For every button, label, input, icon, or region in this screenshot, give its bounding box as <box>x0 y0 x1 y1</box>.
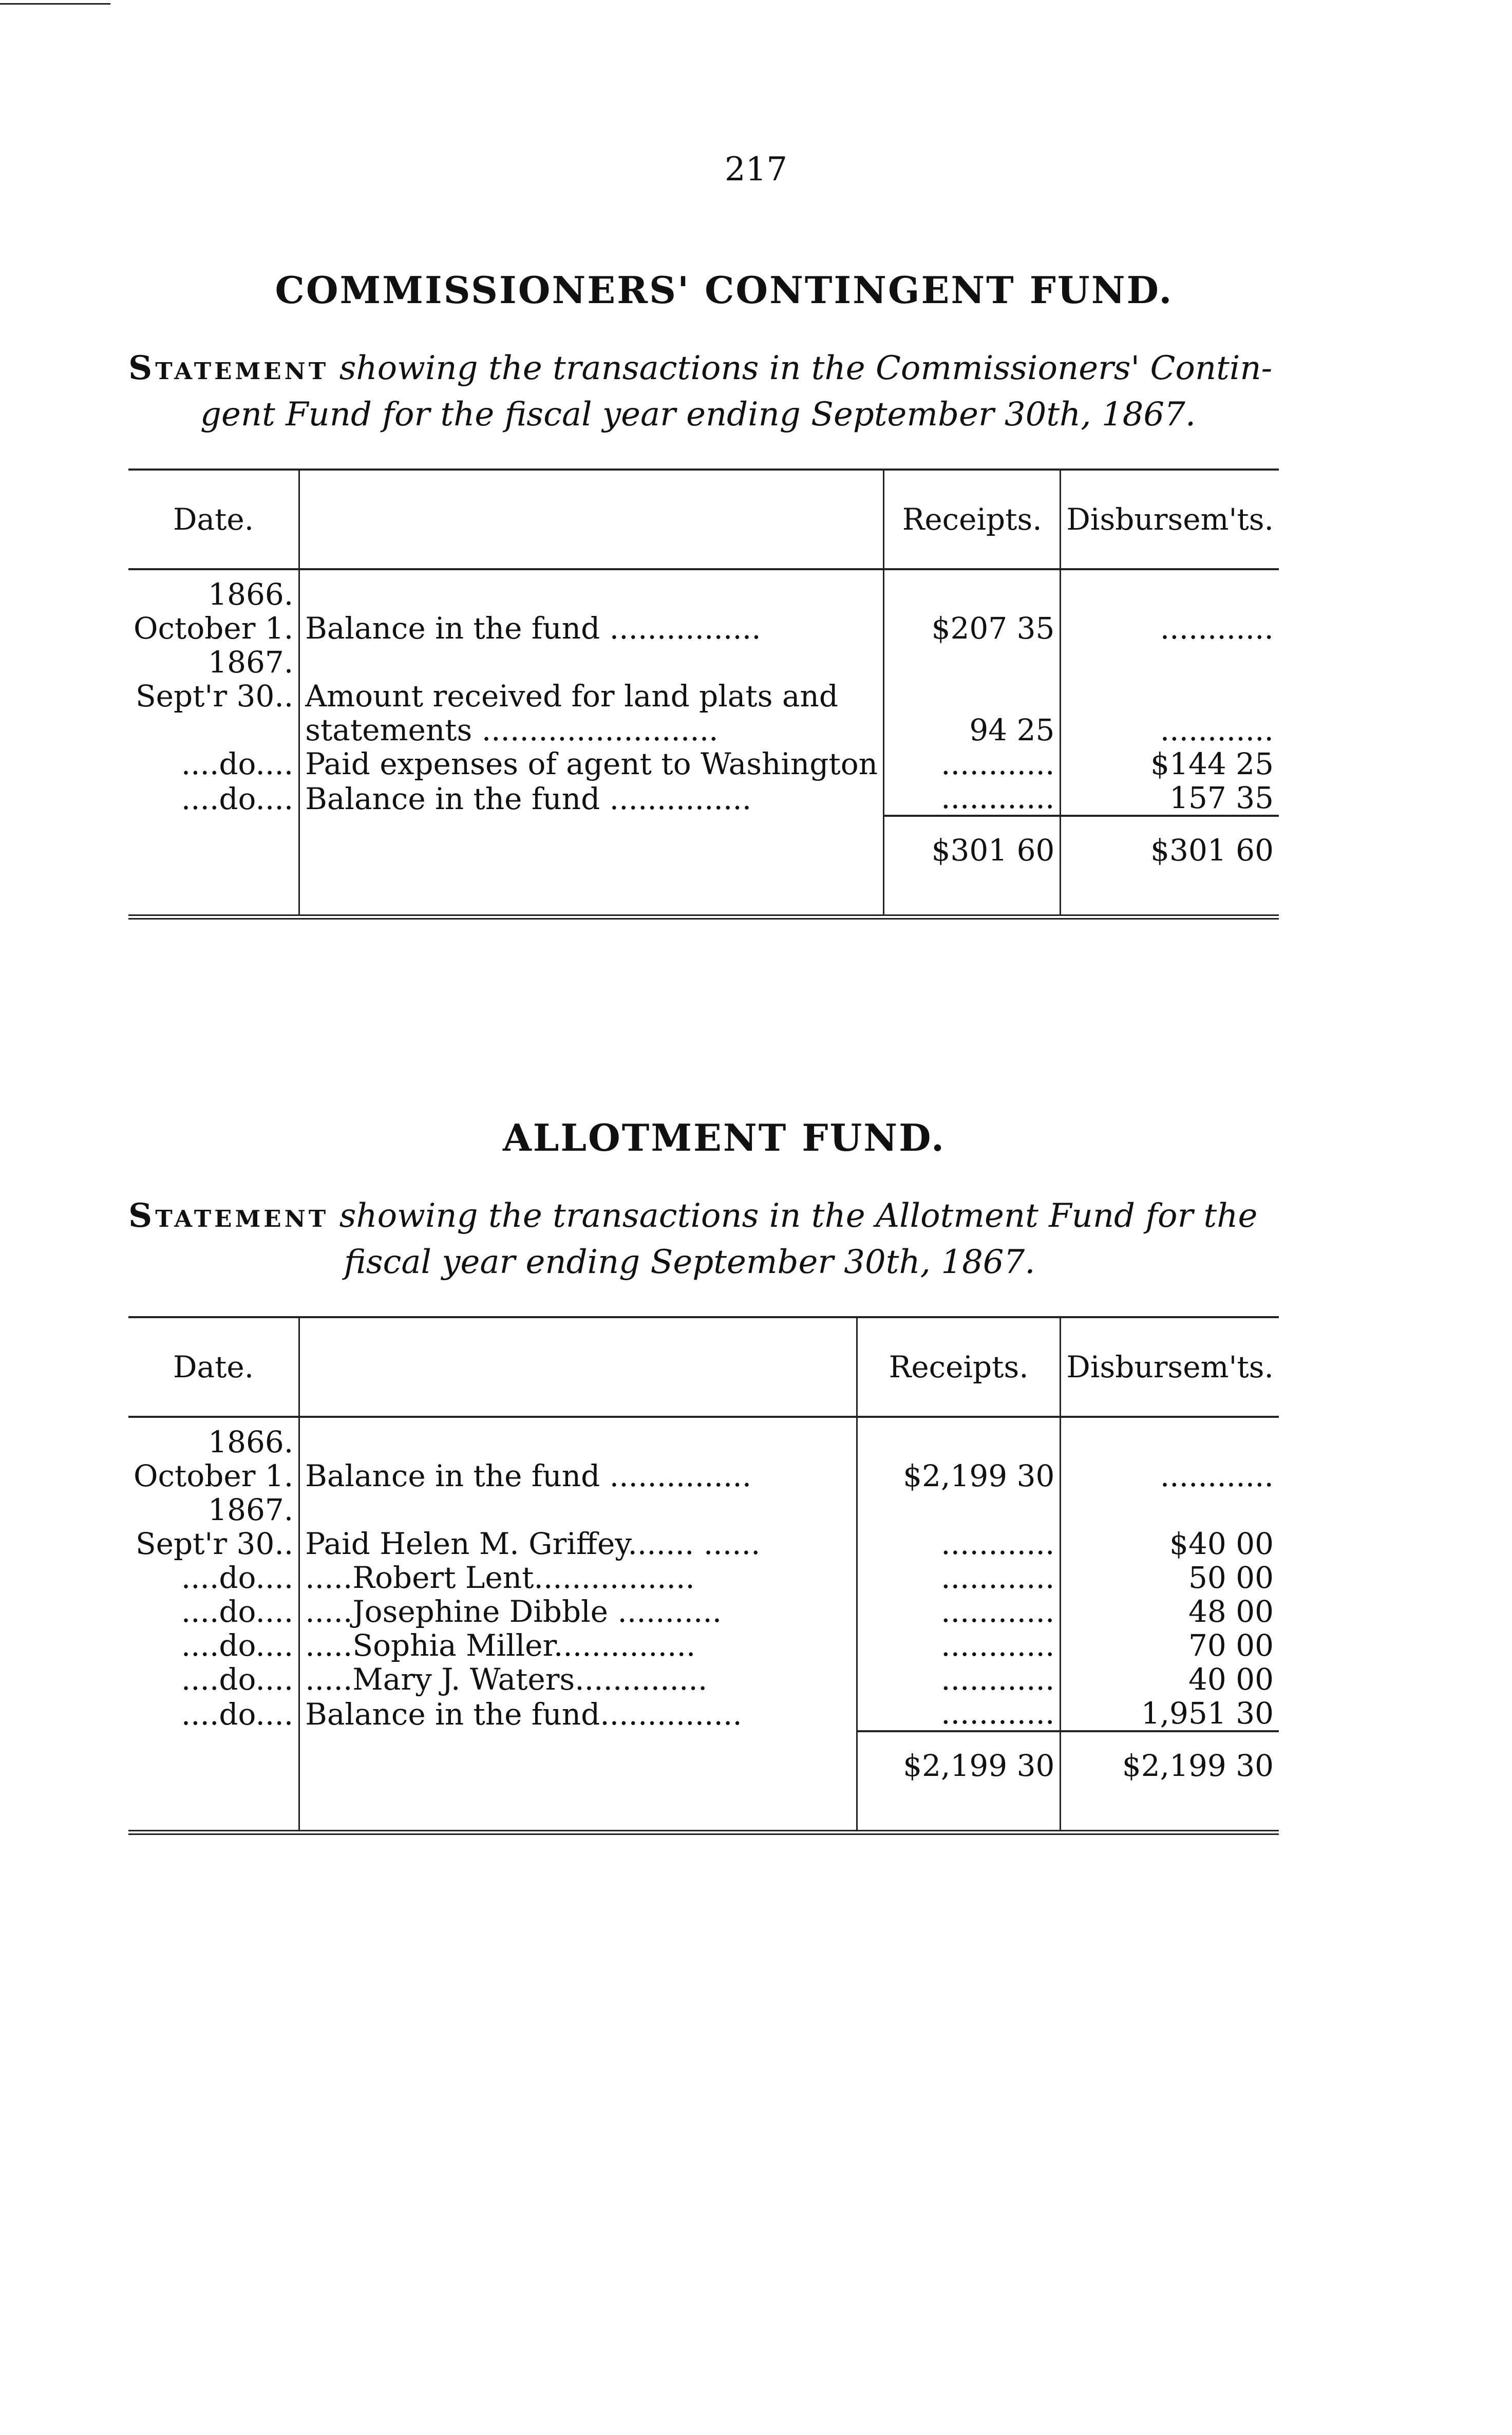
spacer-cell <box>299 1799 857 1832</box>
contingent-fund-title: COMMISSIONERS' CONTINGENT FUND. <box>275 268 1174 312</box>
row-description: .....Sophia Miller............... <box>299 1628 857 1662</box>
contingent-fund-section <box>128 267 1279 920</box>
table-spacer-row <box>128 884 1279 917</box>
row-receipts: ............ <box>857 1662 1060 1696</box>
totals-date-cell <box>128 1731 299 1799</box>
row-date: October 1. <box>128 611 299 645</box>
table-row <box>128 1696 1279 1731</box>
row-receipts: ............ <box>857 1595 1060 1628</box>
table-row <box>128 713 1279 747</box>
table-row <box>128 1459 1279 1493</box>
row-description: statements ......................... <box>299 713 884 747</box>
table-row <box>128 1662 1279 1696</box>
row-description <box>299 569 884 611</box>
allotment-fund-table <box>128 1316 1279 1835</box>
totals-row <box>128 1731 1279 1799</box>
table-row <box>128 611 1279 645</box>
row-description: .....Mary J. Waters.............. <box>299 1662 857 1696</box>
row-description: Amount received for land plats and <box>299 679 884 713</box>
row-date: ....do.... <box>128 1561 299 1595</box>
total-receipts: $2,199 30 <box>857 1731 1060 1799</box>
row-receipts <box>857 1417 1060 1459</box>
total-receipts: $301 60 <box>883 816 1060 884</box>
contingent-fund-table <box>128 469 1279 920</box>
row-description: .....Robert Lent................. <box>299 1561 857 1595</box>
statement-line-1: showing the transactions in the Commissioners' Contin- <box>339 349 1273 387</box>
row-receipts: $2,199 30 <box>857 1459 1060 1493</box>
statement-lead: Statement <box>128 1196 329 1235</box>
row-disbursements <box>1061 1493 1279 1527</box>
spacer-cell <box>857 1799 1060 1832</box>
row-receipts: ............ <box>883 747 1060 781</box>
spacer-cell <box>1061 1799 1279 1832</box>
statement-lead: Statement <box>128 349 329 387</box>
header-description <box>299 470 884 569</box>
header-receipts: Receipts. <box>857 1317 1060 1417</box>
row-description: Balance in the fund ............... <box>299 1459 857 1493</box>
row-disbursements: ............ <box>1160 1458 1274 1493</box>
row-disbursements: 1,951 30 <box>1141 1696 1274 1731</box>
row-disbursements: 70 00 <box>1188 1628 1274 1663</box>
allotment-fund-section <box>128 1115 1279 1835</box>
row-receipts: 94 25 <box>883 713 1060 747</box>
row-description <box>299 645 884 679</box>
totals-description-cell <box>299 816 884 884</box>
totals-row <box>128 816 1279 884</box>
table-row <box>128 747 1279 781</box>
spacer-cell <box>128 1799 299 1832</box>
row-disbursements: 40 00 <box>1188 1662 1274 1697</box>
row-date: ....do.... <box>128 781 299 816</box>
table-row <box>128 679 1279 713</box>
statement-line-2: fiscal year ending September 30th, 1867. <box>344 1243 1035 1281</box>
row-date: ....do.... <box>128 747 299 781</box>
table-row <box>128 1417 1279 1459</box>
row-date: ....do.... <box>128 1696 299 1731</box>
table-spacer-row <box>128 1799 1279 1832</box>
contingent-fund-statement <box>128 345 1279 438</box>
row-disbursements <box>1061 679 1279 713</box>
row-description: Paid Helen M. Griffey....... ...... <box>299 1527 857 1561</box>
header-description <box>299 1317 857 1417</box>
row-date: Sept'r 30.. <box>128 1527 299 1561</box>
table-row <box>128 1527 1279 1561</box>
row-disbursements: 48 00 <box>1188 1594 1274 1629</box>
row-description: Paid expenses of agent to Washington <box>299 747 884 781</box>
table-row <box>128 1628 1279 1662</box>
row-date: October 1. <box>128 1459 299 1493</box>
row-description: Balance in the fund ................ <box>299 611 884 645</box>
row-receipts: ............ <box>883 781 1060 816</box>
row-date: 1867. <box>128 645 299 679</box>
totals-description-cell <box>299 1731 857 1799</box>
row-date: ....do.... <box>128 1628 299 1662</box>
row-description: Balance in the fund............... <box>299 1696 857 1731</box>
table-header-row <box>128 1317 1279 1417</box>
table-row <box>128 1561 1279 1595</box>
row-disbursements: 50 00 <box>1188 1560 1274 1595</box>
totals-date-cell <box>128 816 299 884</box>
row-description: .....Josephine Dibble ........... <box>299 1595 857 1628</box>
statement-line-1: showing the transactions in the Allotment Fund for the <box>339 1197 1258 1235</box>
row-disbursements: $40 00 <box>1169 1526 1274 1561</box>
statement-line-2: gent Fund for the fiscal year ending September 30th, 1867. <box>200 396 1196 434</box>
row-date: 1867. <box>128 1493 299 1527</box>
header-receipts: Receipts. <box>883 470 1060 569</box>
row-receipts: $207 35 <box>883 611 1060 645</box>
top-edge-rule <box>0 3 110 5</box>
table-row <box>128 1595 1279 1628</box>
row-date: 1866. <box>128 569 299 611</box>
allotment-fund-statement <box>128 1193 1279 1285</box>
header-disbursements: Disbursem'ts. <box>1061 470 1279 569</box>
table-row <box>128 645 1279 679</box>
row-receipts <box>883 645 1060 679</box>
row-description <box>299 1417 857 1459</box>
row-receipts <box>883 569 1060 611</box>
spacer-cell <box>1061 884 1279 917</box>
row-date <box>128 713 299 747</box>
table-row <box>128 781 1279 816</box>
row-receipts <box>857 1493 1060 1527</box>
row-receipts <box>883 679 1060 713</box>
row-receipts: ............ <box>857 1696 1060 1731</box>
row-disbursements <box>1061 1417 1279 1459</box>
spacer-cell <box>299 884 884 917</box>
row-disbursements: ............ <box>1160 611 1274 646</box>
allotment-fund-title: ALLOTMENT FUND. <box>502 1116 946 1159</box>
header-disbursements: Disbursem'ts. <box>1061 1317 1279 1417</box>
row-receipts: ............ <box>857 1561 1060 1595</box>
row-disbursements: 157 35 <box>1169 780 1274 815</box>
row-disbursements: $144 25 <box>1150 746 1274 781</box>
row-receipts: ............ <box>857 1527 1060 1561</box>
header-date: Date. <box>128 1317 299 1417</box>
table-row <box>128 1493 1279 1527</box>
header-date: Date. <box>128 470 299 569</box>
total-disbursements: $301 60 <box>1061 816 1279 884</box>
row-description: Balance in the fund ............... <box>299 781 884 816</box>
row-disbursements <box>1061 645 1279 679</box>
row-disbursements <box>1061 569 1279 611</box>
spacer-cell <box>128 884 299 917</box>
table-row <box>128 569 1279 611</box>
total-disbursements: $2,199 30 <box>1061 1731 1279 1799</box>
table-header-row <box>128 470 1279 569</box>
row-date: 1866. <box>128 1417 299 1459</box>
row-date: Sept'r 30.. <box>128 679 299 713</box>
row-date: ....do.... <box>128 1662 299 1696</box>
row-receipts: ............ <box>857 1628 1060 1662</box>
row-date: ....do.... <box>128 1595 299 1628</box>
row-disbursements: ............ <box>1160 713 1274 747</box>
spacer-cell <box>883 884 1060 917</box>
page-number: 217 <box>724 151 788 189</box>
row-description <box>299 1493 857 1527</box>
